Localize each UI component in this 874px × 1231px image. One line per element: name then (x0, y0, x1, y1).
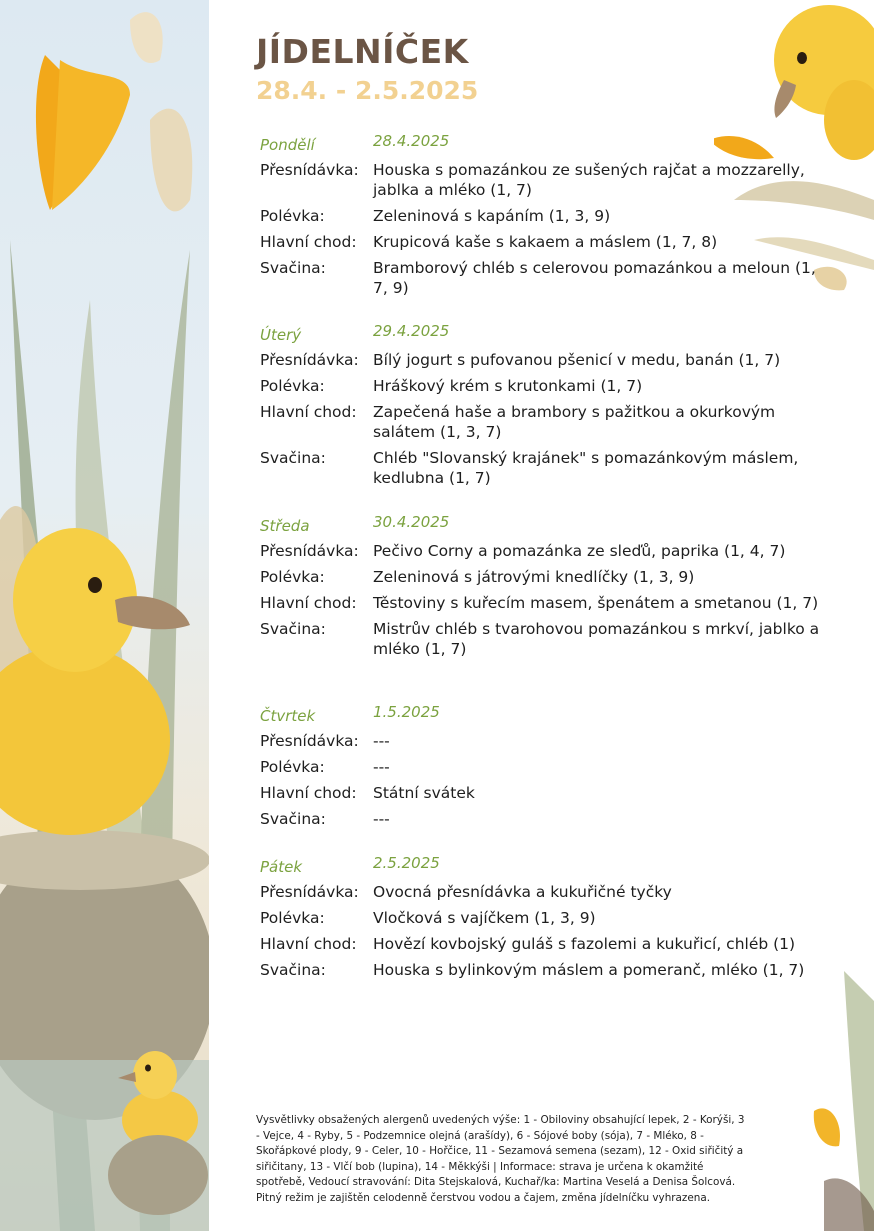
day-section-monday (260, 132, 830, 298)
meal-value: Vločková s vajíčkem (1, 3, 9) (373, 909, 596, 927)
day-section-wednesday (260, 513, 830, 659)
meal-label: Polévka: (260, 909, 325, 927)
meal-value: --- (373, 732, 390, 750)
duckling-illustration-panel (0, 0, 209, 1231)
meal-row-soup (260, 376, 830, 396)
day-name: Pondělí (260, 136, 315, 154)
meal-row-snack-morning (260, 160, 830, 200)
meal-label: Svačina: (260, 620, 326, 638)
meal-value: Bramborový chléb s celerovou pomazánkou a meloun (1, 7, 9) (373, 259, 816, 297)
day-date: 28.4.2025 (373, 132, 450, 150)
meal-row-main (260, 402, 830, 442)
allergen-footnote: Vysvětlivky obsažených alergenů uvedených výše: 1 - Obiloviny obsahující lepek, 2 - Korýši, 3 - Vejce, 4 - Ryby, 5 - Podzemnice olejná (arašídy), 6 - Sójové boby (sója), 7 - Mléko, 8 - Skořápkové plody, 9 - Celer, 10 - Hořčice, 11 - Sezamová semena (sezam), 12 - Oxid siřičitý a siřičitany, 13 - Vlčí bob (lupina), 14 - Měkkýši | Informace: strava je určena k okamžité spotřebě, Vedoucí stravování: Dita Stejskalová, Kuchař/ka: Martina Veselá a Denisa Šolcová. Pitný režim je zajištěn celodenně čerstvou vodou a čajem, změna jídelníčku vyhrazena. (256, 1114, 745, 1204)
day-name: Pátek (260, 858, 303, 876)
meal-row-main (260, 232, 830, 252)
reeds-illustration (804, 971, 874, 1231)
meal-row-snack-morning (260, 541, 830, 561)
meal-value: Zeleninová s kapáním (1, 3, 9) (373, 207, 611, 225)
meal-label: Hlavní chod: (260, 233, 357, 251)
meal-row-snack-afternoon (260, 809, 830, 829)
meal-value: Ovocná přesnídávka a kukuřičné tyčky (373, 883, 672, 901)
meal-value: --- (373, 758, 390, 776)
meal-label: Hlavní chod: (260, 935, 357, 953)
meal-value: Pečivo Corny a pomazánka ze sleďů, paprika (1, 4, 7) (373, 542, 786, 560)
meal-row-snack-afternoon (260, 960, 830, 980)
meal-value: Těstoviny s kuřecím masem, špenátem a smetanou (1, 7) (373, 594, 819, 612)
meal-label: Svačina: (260, 810, 326, 828)
day-date: 1.5.2025 (373, 703, 440, 721)
meal-row-snack-afternoon (260, 619, 830, 659)
day-date: 29.4.2025 (373, 322, 450, 340)
day-section-tuesday (260, 322, 830, 488)
meal-value: Bílý jogurt s pufovanou pšenicí v medu, banán (1, 7) (373, 351, 781, 369)
meal-label: Přesnídávka: (260, 542, 359, 560)
day-section-friday (260, 854, 830, 980)
meal-row-soup (260, 567, 830, 587)
meal-row-snack-afternoon (260, 258, 830, 298)
meal-value: Zapečená haše a brambory s pažitkou a okurkovým salátem (1, 3, 7) (373, 403, 776, 441)
meal-value: Zeleninová s játrovými knedlíčky (1, 3, 9) (373, 568, 695, 586)
meal-label: Svačina: (260, 961, 326, 979)
meal-label: Polévka: (260, 568, 325, 586)
meal-row-snack-morning (260, 350, 830, 370)
day-section-thursday (260, 703, 830, 829)
meal-row-snack-morning (260, 731, 830, 751)
day-name: Úterý (260, 326, 302, 344)
meal-row-snack-afternoon (260, 448, 830, 488)
day-date: 2.5.2025 (373, 854, 440, 872)
meal-label: Polévka: (260, 207, 325, 225)
page-title: JÍDELNÍČEK (256, 32, 469, 71)
meal-value: Chléb "Slovanský krajánek" s pomazánkovým máslem, kedlubna (1, 7) (373, 449, 799, 487)
meal-label: Přesnídávka: (260, 732, 359, 750)
meal-label: Polévka: (260, 377, 325, 395)
meal-label: Hlavní chod: (260, 403, 357, 421)
meal-row-main (260, 593, 830, 613)
meal-label: Přesnídávka: (260, 351, 359, 369)
meal-value: Hovězí kovbojský guláš s fazolemi a kukuřicí, chléb (1) (373, 935, 796, 953)
meal-row-main (260, 934, 830, 954)
meal-label: Přesnídávka: (260, 883, 359, 901)
meal-row-soup (260, 908, 830, 928)
meal-value: Krupicová kaše s kakaem a máslem (1, 7, 8) (373, 233, 718, 251)
meal-value: Mistrův chléb s tvarohovou pomazánkou s mrkví, jablko a mléko (1, 7) (373, 620, 820, 658)
meal-row-soup (260, 757, 830, 777)
date-range: 28.4. - 2.5.2025 (256, 76, 479, 105)
header (256, 30, 826, 106)
meal-label: Svačina: (260, 449, 326, 467)
meal-row-snack-morning (260, 882, 830, 902)
meal-row-main (260, 783, 830, 803)
meal-value: --- (373, 810, 390, 828)
meal-label: Hlavní chod: (260, 594, 357, 612)
meal-value: Hráškový krém s krutonkami (1, 7) (373, 377, 643, 395)
meal-label: Hlavní chod: (260, 784, 357, 802)
day-date: 30.4.2025 (373, 513, 450, 531)
day-name: Čtvrtek (260, 707, 316, 725)
meal-value: Státní svátek (373, 784, 475, 802)
meal-label: Svačina: (260, 259, 326, 277)
duckling-and-reeds-illustration (0, 0, 209, 1231)
meal-row-soup (260, 206, 830, 226)
day-name: Středa (260, 517, 310, 535)
meal-value: Houska s bylinkovým máslem a pomeranč, mléko (1, 7) (373, 961, 805, 979)
meal-label: Polévka: (260, 758, 325, 776)
meal-label: Přesnídávka: (260, 161, 359, 179)
meal-value: Houska s pomazánkou ze sušených rajčat a mozzarelly, jablka a mléko (1, 7) (373, 161, 805, 199)
